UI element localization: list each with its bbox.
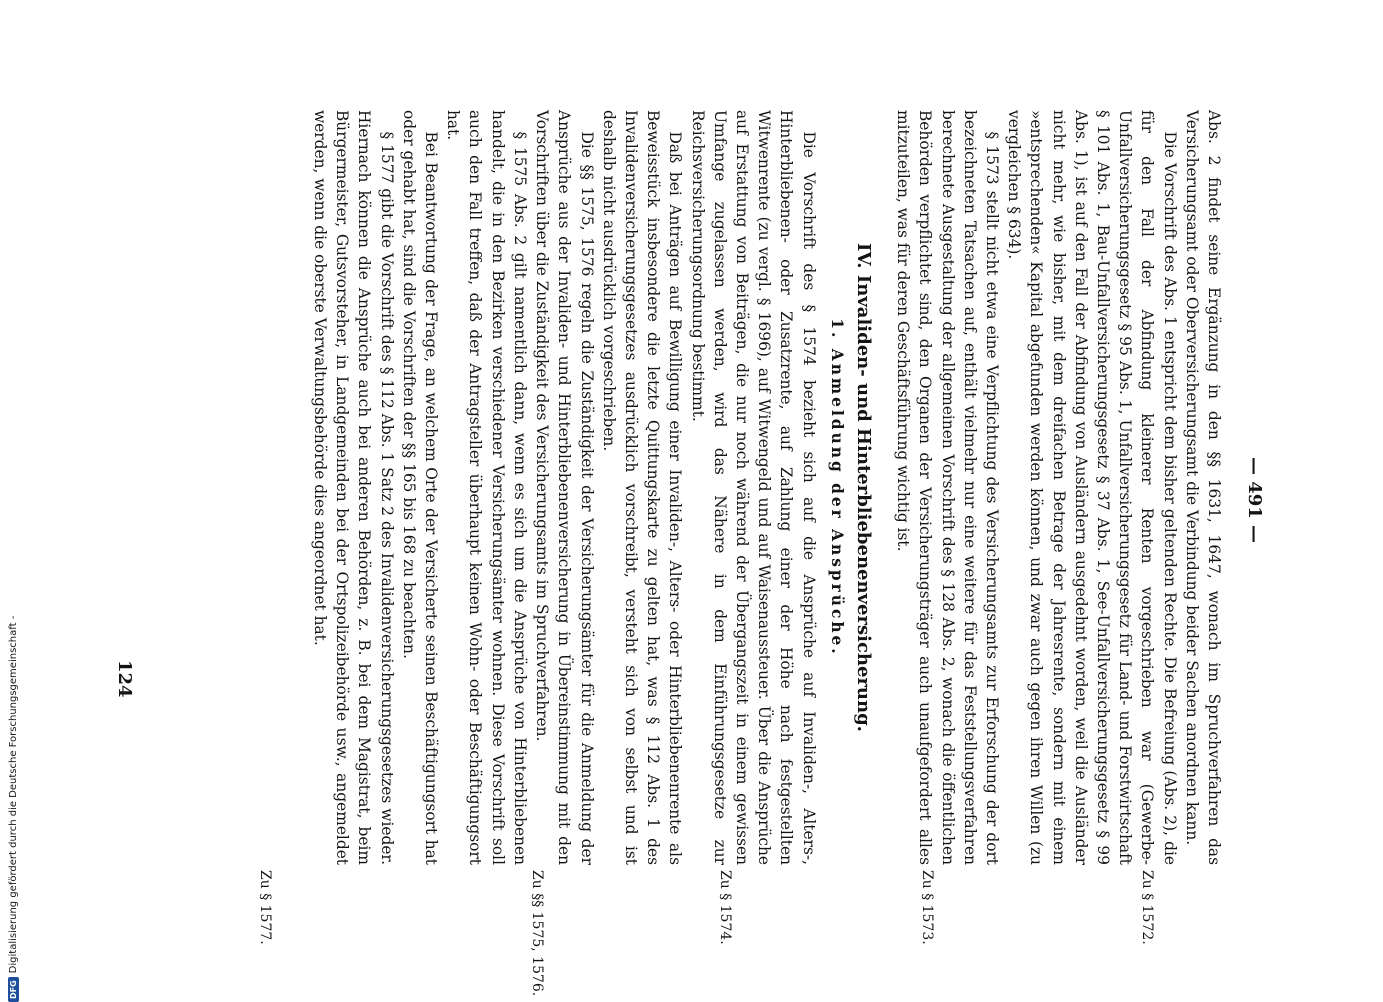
page-header: — 491 — [1244, 456, 1265, 544]
margin-note: Zu § 1574. [717, 870, 733, 945]
margin-note: Zu § 1573. [919, 870, 935, 945]
paragraph: Abs. 2 findet seine Ergänzung in den §§ 1631, 1647, wonach im Spruchverfahren das Versicherungsamt oder Oberversicherungsamt die Verbindung beider Sachen anordnen kann. [1182, 110, 1223, 865]
page-folio: 124 [114, 660, 135, 698]
paragraph: § 1577 gibt die Vorschrift des § 112 Abs. 1 Satz 2 des Invalidenversicherungsgesetzes wieder. Hiernach können die Ansprüche auch bei anderen Behörden, z. B. bei dem Magistrat, beim Bürgermeister, Gutsvorsteher, in Landgemeinden bei der Ortspolizeibehörde usw., angemeldet werden, wenn die oberste Verwaltungsbehörde dies angeordnet hat. [311, 110, 396, 865]
paragraph: Die Vorschrift des Abs. 1 entspricht dem bisher geltenden Rechte. Die Befreiung (Abs. 2), die für den Fall der Abfindung kleinerer Renten vorgeschrieben war (Gewerbe-Unfallversicherungsgesetz § 95 Abs. 1, Unfallversicherungsgesetz für Land- und Forstwirtschaft § 101 Abs. 1, Bau-Unfallversicherungsgesetz § 37 Abs. 1, See-Unfallversicherungsgesetz § 99 Abs. 1), ist auf den Fall der Abfindung von Ausländern ausgedehnt worden, weil die Ausländer nicht mehr, wie bisher, mit dem dreifachen Betrage der Jahresrente, sondern mit einem »entsprechenden« Kapital abgefunden werden können, und zwar auch gegen ihren Willen (zu vergleichen § 634). [1005, 110, 1179, 865]
paragraph: Daß bei Anträgen auf Bewilligung einer Invaliden-, Alters- oder Hinterbliebenenrente als Beweisstück insbesondere die letzte Quittungskarte zu gelten hat, was § 112 Abs. 1 des Invalidenversicherungsgesetzes ausdrücklich vorschreibt, versteht sich von selbst und ist deshalb nicht ausdrücklich vorgeschrieben. [599, 110, 685, 865]
dfg-logo-icon: DFG [8, 977, 19, 1002]
subsection-heading: 1. Anmeldung der Ansprüche. [827, 318, 846, 657]
margin-note: Zu § 1572. [1139, 870, 1155, 945]
footer-text: Digitalisierung gefördert durch die Deutsche Forschungsgemeinschaft - [8, 615, 19, 974]
paragraph: Die Vorschrift des § 1574 bezieht sich auf die Ansprüche auf Invaliden-, Alters-, Hinterbliebenen- oder Zusatzrente, auf Zahlung einer der Höhe nach festgestellten Witwenrente (zu vergl. § 1696), auf Witwengeld und auf Waisenaussteuer. Über die Ansprüche auf Erstattung von Beiträgen, die nur noch während der Übergangszeit in einem gewissen Umfange zugelassen werden, wird das Nähere in dem Einführungsgesetze zur Reichsversicherungsordnung bestimmt. [688, 110, 818, 865]
paragraph: Bei Beantwortung der Frage, an welchem Orte der Versicherte seinen Beschäftigungsort hat oder gehabt hat, sind die Vorschriften der §§ 165 bis 168 zu beachten. [399, 110, 441, 865]
body-text [309, 110, 1225, 865]
paragraph: Die §§ 1575, 1576 regeln die Zuständigkeit der Versicherungsämter für die Anmeldung der Ansprüche aus der Invaliden- und Hinterbliebenenversicherung in Übereinstimmung mit den Vorschriften über die Zuständigkeit des Versicherungsamts im Spruchverfahren. [533, 110, 596, 865]
digitization-footer [8, 616, 19, 1002]
paragraph: § 1575 Abs. 2 gilt namentlich dann, wenn es sich um die Ansprüche von Hinterbliebenen handelt, die in den Bezirken verschiedener Versicherungsämter wohnen. Diese Vorschrift soll auch den Fall treffen, daß der Antragsteller überhaupt keinen Wohn- oder Beschäftigungsort hat. [444, 110, 529, 865]
margin-note: Zu § 1577. [257, 870, 273, 945]
paragraph: § 1573 stellt nicht etwa eine Verpflichtung des Versicherungsamts zur Erforschung der dort bezeichneten Tatsachen auf, enthält vielmehr nur eine weitere für das Feststellungsverfahren berechnete Ausgestaltung der allgemeinen Vorschrift des § 128 Abs. 2, wonach die öffentlichen Behörden verpflichtet sind, den Organen der Versicherungsträger auch unaufgefordert alles mitzuteilen, was für deren Geschäftsführung wichtig ist. [894, 110, 1001, 865]
section-heading: IV. Invaliden- und Hinterbliebenenversicherung. [852, 243, 874, 732]
margin-note: Zu §§ 1575, 1576. [529, 870, 545, 997]
